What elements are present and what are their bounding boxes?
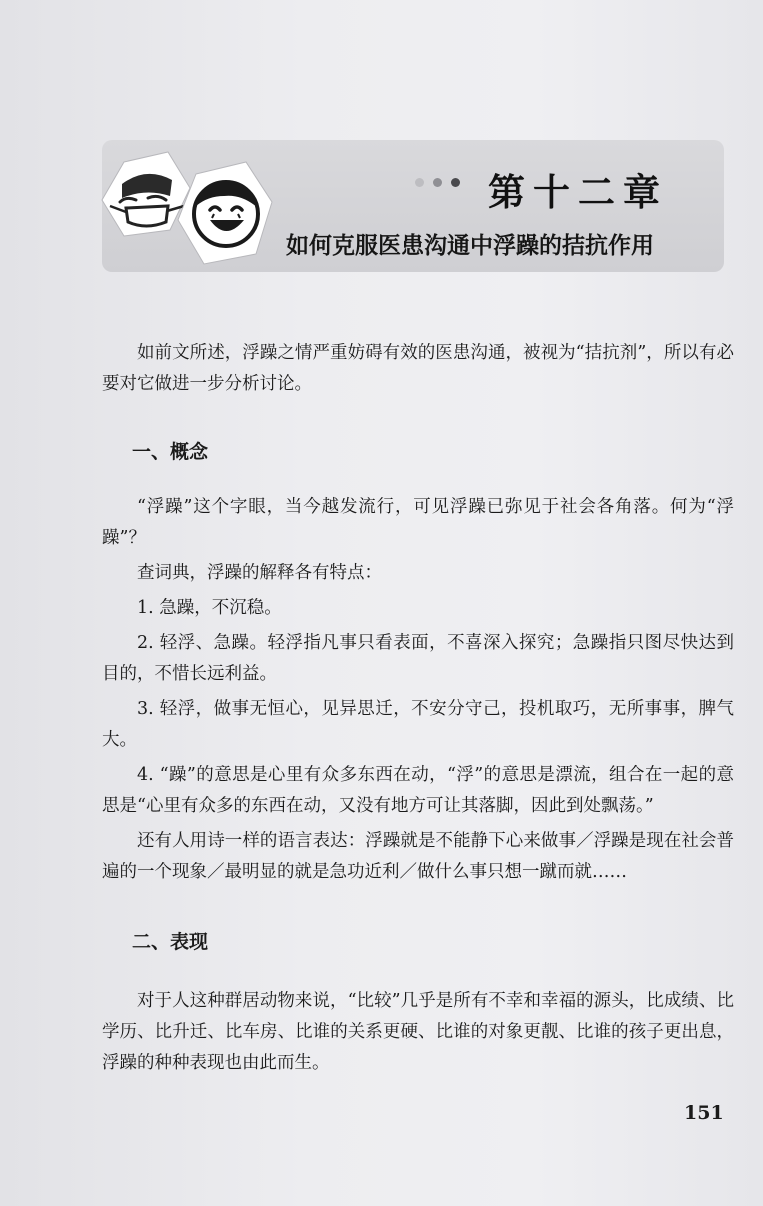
smiling-patient-face-icon bbox=[178, 162, 272, 264]
section-manifestation-body bbox=[102, 986, 734, 1079]
list-item: 1. 急躁，不沉稳。 bbox=[137, 598, 282, 618]
section-concept-body bbox=[102, 492, 734, 888]
decorative-dots bbox=[415, 178, 460, 187]
section-heading-manifestation: 二、表现 bbox=[132, 931, 209, 953]
intro-paragraph-block bbox=[102, 338, 734, 400]
concept-paragraph: “浮躁”这个字眼，当今越发流行，可见浮躁已弥见于社会各角落。何为“浮躁”？ bbox=[102, 497, 734, 548]
page-number: 151 bbox=[684, 1102, 724, 1124]
dot-medium bbox=[433, 178, 442, 187]
intro-paragraph: 如前文所述，浮躁之情严重妨碍有效的医患沟通，被视为“拮抗剂”，所以有必要对它做进一步分析讨论。 bbox=[102, 343, 734, 394]
section-heading-concept: 一、概念 bbox=[132, 441, 209, 463]
poem-paragraph: 还有人用诗一样的语言表达：浮躁就是不能静下心来做事／浮躁是现在社会普遍的一个现象／最明显的就是急功近利／做什么事只想一蹴而就…… bbox=[102, 831, 734, 882]
chapter-subtitle: 如何克服医患沟通中浮躁的拮抗作用 bbox=[286, 232, 654, 259]
dot-dark bbox=[451, 178, 460, 187]
dot-light bbox=[415, 178, 424, 187]
dictionary-paragraph: 查词典，浮躁的解释各有特点： bbox=[137, 563, 382, 583]
list-item: 4. “躁”的意思是心里有众多东西在动，“浮”的意思是漂流，组合在一起的意思是“心里有众多的东西在动，又没有地方可让其落脚，因此到处飘荡。” bbox=[102, 765, 734, 816]
manifestation-paragraph: 对于人这种群居动物来说，“比较”几乎是所有不幸和幸福的源头，比成绩、比学历、比升迁、比车房、比谁的关系更硬、比谁的对象更靓、比谁的孩子更出息，浮躁的种种表现也由此而生。 bbox=[102, 991, 734, 1073]
list-item: 3. 轻浮，做事无恒心，见异思迁，不安分守己，投机取巧，无所事事，脾气大。 bbox=[102, 699, 734, 750]
list-item: 2. 轻浮、急躁。轻浮指凡事只看表面，不喜深入探究；急躁指只图尽快达到目的，不惜长远利益。 bbox=[102, 633, 734, 684]
doctor-face-icon bbox=[102, 152, 190, 236]
chapter-title: 第十二章 bbox=[488, 170, 668, 214]
chapter-illustration bbox=[96, 150, 276, 275]
